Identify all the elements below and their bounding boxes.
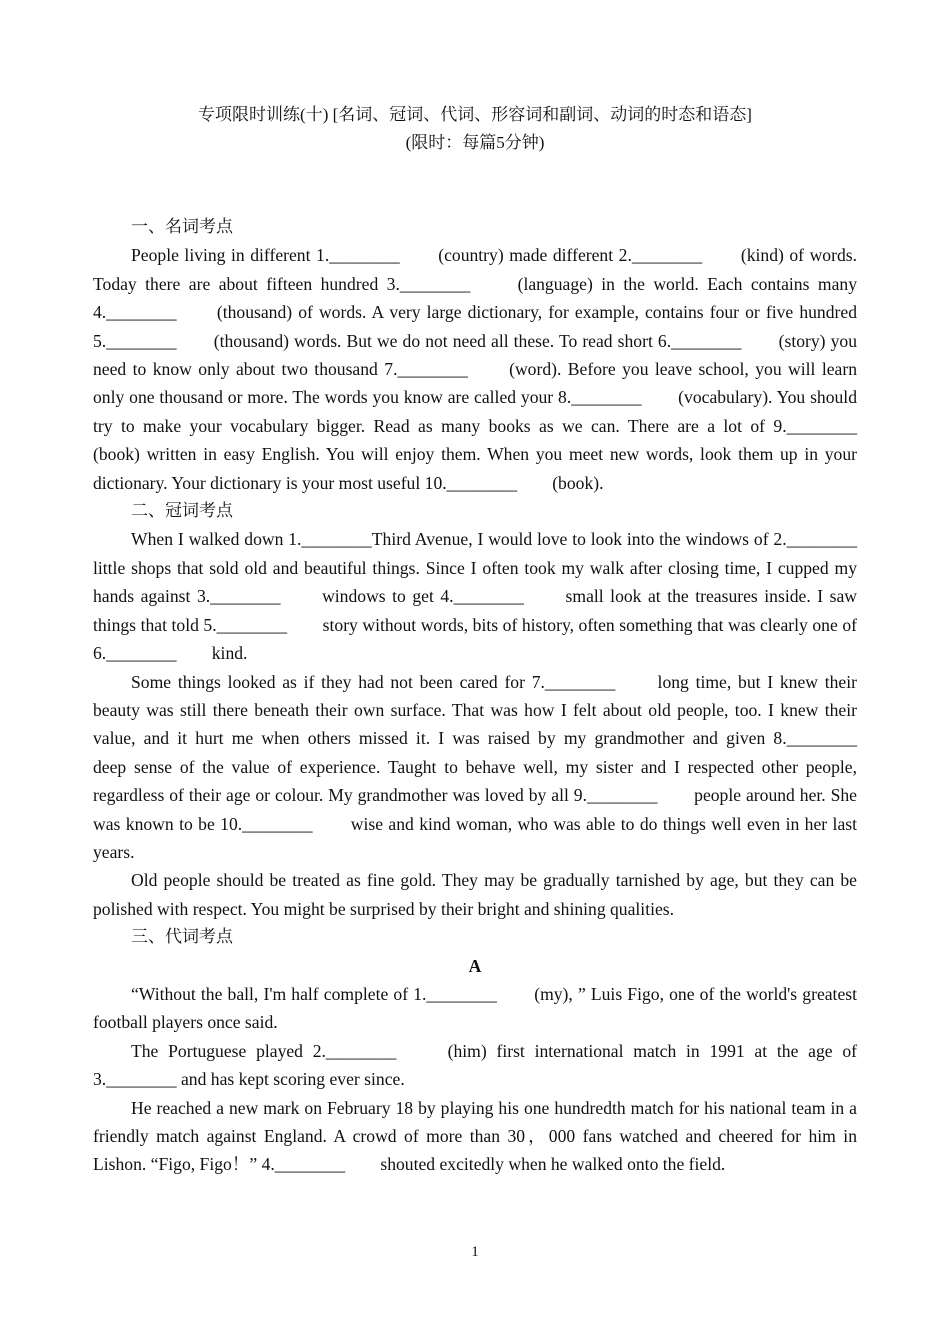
paragraph: He reached a new mark on February 18 by playing his one hundredth match for his national team in a friendly match against England. A crowd of more than 30，000 fans watched and cheered for him in Lishon. “Figo, Figo！” 4.________ shouted excitedly when he walked onto the field. <box>93 1097 857 1175</box>
section-heading-pronouns: 三、代词考点 <box>131 927 233 948</box>
paragraph: Old people should be treated as fine gold. They may be gradually tarnished by age, but they can be polished with respect. You might be surprised by their bright and shining qualities. <box>93 870 857 919</box>
document-page <box>93 100 893 1179</box>
paragraph: People living in different 1.________ (country) made different 2.________ (kind) of words. Today there are about fifteen hundred 3.________ (language) in the world. Each contains many 4.________ (thousand) of words. A very large dictionary, for example, contains four or five hundred 5.________ (thousand) words. But we do not need all these. To read short 6.________ (story) you need to know only about two thousand 7.________ (word). Before you leave school, you will learn only one thousand or more. The words you know are called your 8.________ (vocabulary). You should try to make your vocabulary bigger. Read as many books as we can. There are a lot of 9.________ (book) written in easy English. You will enjoy them. When you meet new words, look them up in your dictionary. Your dictionary is your most useful 10.________ (book). <box>93 245 893 493</box>
paragraph: When I walked down 1.________Third Avenue, I would love to look into the windows of 2.________ little shops that sold old and beautiful things. Since I often took my walk after closing time, I cupped my hands against 3.________ windows to get 4.________ small look at the treasures inside. I saw things that told 5.________ story without words, bits of history, often something that was clearly one of 6.________ kind. <box>93 529 893 664</box>
time-limit-note: (限时：每篇5分钟) <box>405 133 545 152</box>
paragraph: The Portuguese played 2.________ (him) first international match in 1991 at the age of 3.________ and has kept scoring ever since. <box>93 1040 857 1090</box>
section-heading-nouns: 一、名词考点 <box>131 217 233 237</box>
document-title: 专项限时训练(十) [名词、冠词、代词、形容词和副词、动词的时态和语态] <box>198 105 752 124</box>
paragraph: “Without the ball, I'm half complete of 1.________ (my), ” Luis Figo, one of the world's greatest football players once said. <box>93 983 857 1033</box>
paragraph: Some things looked as if they had not been cared for 7.________ long time, but I knew their beauty was still there beneath their own surface. That was how I felt about old people, too. I knew their value, and it hurt me when others missed it. I was raised by my grandmother and given 8.________ deep sense of the value of experience. Taught to behave well, my sister and I respected other people, regardless of their age or colour. My grandmother was loved by all 9.________ people around her. She was known to be 10.________ wise and kind woman, who was able to do things well even in her last years. <box>93 671 893 862</box>
page-number: 1 <box>471 1244 479 1260</box>
passage-label: A <box>468 955 482 976</box>
section-heading-articles: 二、冠词考点 <box>131 501 233 522</box>
